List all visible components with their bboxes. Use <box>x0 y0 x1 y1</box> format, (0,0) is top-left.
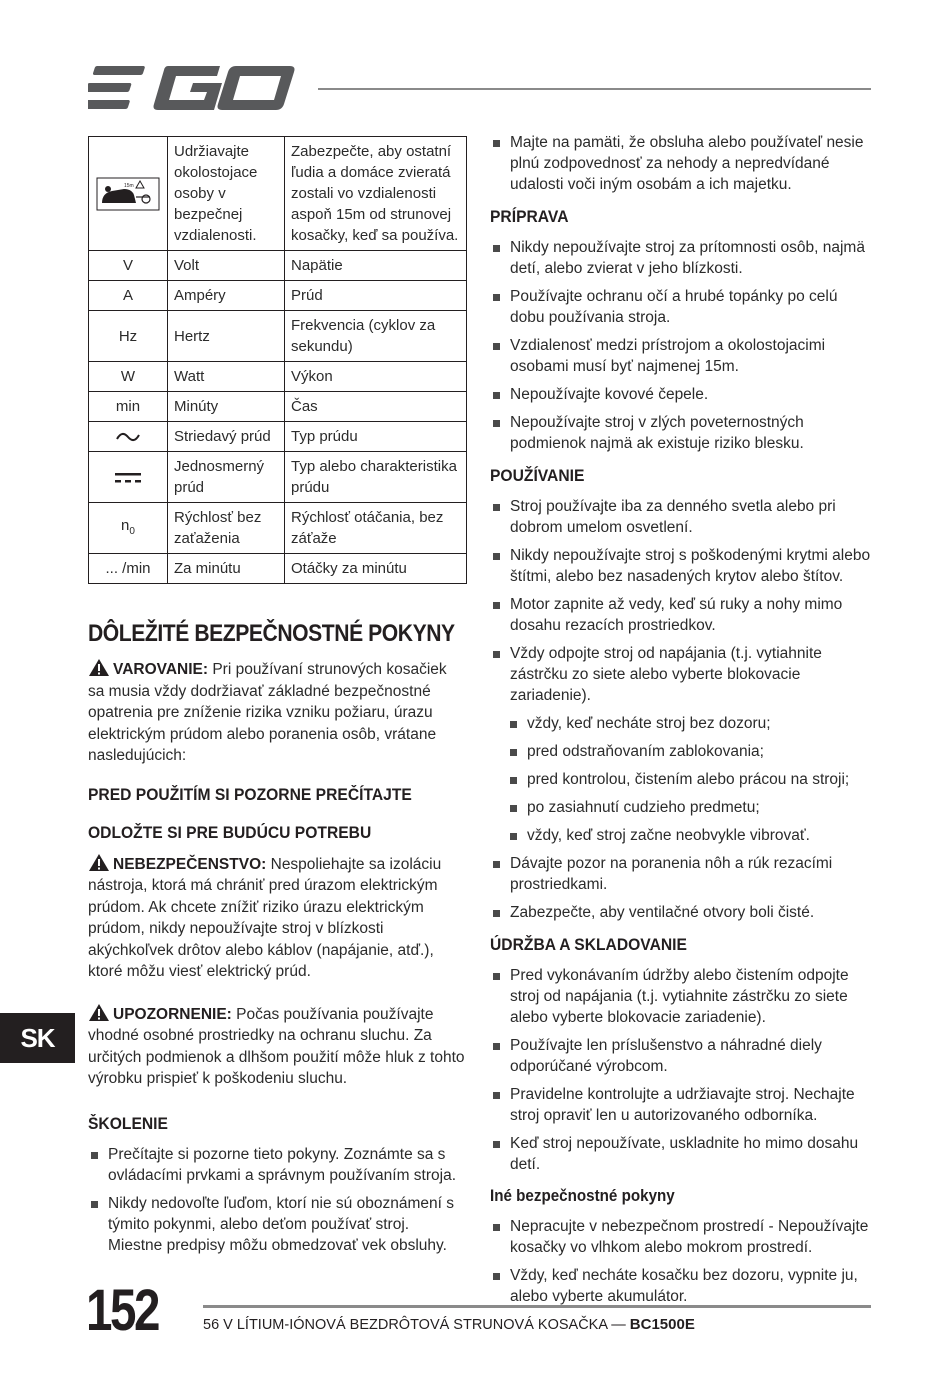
meaning-cell: Rýchlosť otáčania, bez záťaže <box>285 503 467 554</box>
use-heading: POUŽÍVANIE <box>490 466 585 485</box>
table-row <box>89 422 467 452</box>
training-heading: ŠKOLENIE <box>88 1113 168 1133</box>
bystander-distance-icon <box>96 177 160 211</box>
term-cell: Rýchlosť bez zaťaženia <box>168 503 285 554</box>
prep-heading: PRÍPRAVA <box>490 207 569 226</box>
symbol-cell: ... /min <box>89 554 168 584</box>
term-cell: Hertz <box>168 311 285 362</box>
model-number: BC1500E <box>629 1316 695 1333</box>
warning-triangle-icon <box>88 853 110 872</box>
term-cell: Za minútu <box>168 554 285 584</box>
caution-text: Počas používania používajte vhodné osobné prostriedky na ochranu sluchu. Za určitých podmienok a dlhšom použití môže hluk z tohto výrobku prispieť k poškodeniu sluchu. <box>88 1005 465 1087</box>
list-item: Pred vykonávaním údržby alebo čistením odpojte stroj od napájania (t.j. vytiahnite zástrčku zo siete alebo vyberte blokovacie zariadenie). <box>490 965 875 1028</box>
list-item: Prečítajte si pozorne tieto pokyny. Zoznámte sa s ovládacími prvkami a správnym používaním stroja. <box>88 1144 466 1186</box>
meaning-cell: Otáčky za minútu <box>285 554 467 584</box>
symbol-cell <box>89 137 168 251</box>
section-title: DÔLEŽITÉ BEZPEČNOSTNÉ POKYNY <box>88 620 455 647</box>
danger-text: Nespoliehajte sa izoláciu nástroja, ktorá má chrániť pred úrazom elektrickým prúdom. Ak chcete znížiť riziko úrazu elektrickým prúdom, nikdy nepoužívajte stroj v blízkosti akýchkoľvek drôtov alebo káblov (napájanie, atď.), ktoré môžu viesť elektrický prúd. <box>88 855 442 980</box>
symbol-main: n <box>121 516 130 534</box>
meaning-cell: Čas <box>285 392 467 422</box>
alternating-current-icon <box>115 430 141 444</box>
meaning-cell: Typ prúdu <box>285 422 467 452</box>
term-cell: Udržiavajte okolostojace osoby v bezpečnej vzdialenosti. <box>168 137 285 251</box>
symbol-cell: W <box>89 362 168 392</box>
ego-logo <box>88 64 298 112</box>
table-row <box>89 311 467 362</box>
meaning-cell: Prúd <box>285 281 467 311</box>
term-cell: Minúty <box>168 392 285 422</box>
use-list-after <box>490 853 875 923</box>
footer-rule <box>203 1305 871 1308</box>
caution-paragraph <box>88 1003 466 1090</box>
page-number: 152 <box>86 1278 158 1343</box>
svg-text:15m: 15m <box>124 182 134 189</box>
meaning-cell: Napätie <box>285 251 467 281</box>
list-item: Pravidelne kontrolujte a udržiavajte stroj. Nechajte stroj opraviť len u autorizovaného odborníka. <box>490 1084 875 1126</box>
other-heading: Iné bezpečnostné pokyny <box>490 1187 675 1205</box>
list-item: Motor zapnite až vedy, keď sú ruky a nohy mimo dosahu rezacích prostriedkov. <box>490 594 875 636</box>
footer-title <box>203 1316 695 1333</box>
direct-current-icon <box>114 471 142 485</box>
list-item: vždy, keď stroj začne neobvykle vibrovať. <box>490 825 875 846</box>
list-item: po zasiahnutí cudzieho predmetu; <box>490 797 875 818</box>
list-item: Nepracujte v nebezpečnom prostredí - Nepoužívajte kosačky vo vlhkom alebo mokrom prostredí. <box>490 1216 875 1258</box>
list-item: Nikdy nedovoľte ľuďom, ktorí nie sú oboznámení s týmito pokynmi, alebo deťom používať stroj. Miestne predpisy môžu obmedzovať vek obsluhy. <box>88 1193 466 1256</box>
footer-separator: — <box>607 1317 630 1333</box>
maintenance-list <box>490 965 875 1175</box>
table-row <box>89 392 467 422</box>
list-item: pred odstraňovaním zablokovania; <box>490 741 875 762</box>
warning-triangle-icon <box>88 1003 110 1022</box>
list-item: Vzdialenosť medzi prístrojom a okolostojacimi osobami musí byť najmenej 15m. <box>490 335 875 377</box>
danger-paragraph <box>88 853 466 983</box>
keep-heading: ODLOŽTE SI PRE BUDÚCU POTREBU <box>88 822 372 842</box>
header-rule <box>318 88 871 90</box>
symbol-cell <box>89 422 168 452</box>
use-sublist <box>490 713 875 846</box>
maintenance-heading: ÚDRŽBA A SKLADOVANIE <box>490 935 687 954</box>
warning-paragraph <box>88 658 466 767</box>
list-item: Nikdy nepoužívajte stroj za prítomnosti osôb, najmä detí, alebo zvierat v jeho blízkosti. <box>490 237 875 279</box>
list-item: Používajte len príslušenstvo a náhradné diely odporúčané výrobcom. <box>490 1035 875 1077</box>
symbol-cell <box>89 452 168 503</box>
training-list <box>88 1144 466 1256</box>
language-tab: SK <box>0 1013 75 1063</box>
intro-list <box>490 132 875 195</box>
prep-list <box>490 237 875 454</box>
list-item: Stroj používajte iba za denného svetla alebo pri dobrom umelom osvetlení. <box>490 496 875 538</box>
symbol-subscript: 0 <box>129 525 135 537</box>
list-item: Nepoužívajte stroj v zlých poveternostných podmienok najmä ak existuje riziko blesku. <box>490 412 875 454</box>
symbol-cell: min <box>89 392 168 422</box>
term-cell: Ampéry <box>168 281 285 311</box>
warning-label: VAROVANIE: <box>113 661 209 678</box>
danger-label: NEBEZPEČENSTVO: <box>113 855 267 873</box>
symbol-table <box>88 136 467 584</box>
list-item: Vždy, keď necháte kosačku bez dozoru, vypnite ju, alebo vyberte akumulátor. <box>490 1265 875 1307</box>
list-item: Zabezpečte, aby ventilačné otvory boli čisté. <box>490 902 875 923</box>
read-heading: PRED POUŽITÍM SI POZORNE PREČÍTAJTE <box>88 784 412 804</box>
list-item: Nepoužívajte kovové čepele. <box>490 384 875 405</box>
use-list <box>490 496 875 706</box>
warning-text: Pri používaní strunových kosačiek sa musia vždy dodržiavať základné bezpečnostné opatrenia pre zníženie rizika vzniku požiaru, úrazu elektrickým prúdom alebo poranenia osôb, vrátane nasledujúcich: <box>88 661 447 764</box>
table-row <box>89 554 467 584</box>
list-item: pred kontrolou, čistením alebo prácou na stroji; <box>490 769 875 790</box>
caution-label: UPOZORNENIE: <box>113 1005 232 1023</box>
list-item: Vždy odpojte stroj od napájania (t.j. vytiahnite zástrčku zo siete alebo vyberte blokovacie zariadenie). <box>490 643 875 706</box>
table-row <box>89 452 467 503</box>
meaning-cell: Typ alebo charakteristika prúdu <box>285 452 467 503</box>
right-column <box>490 132 875 1314</box>
list-item: vždy, keď necháte stroj bez dozoru; <box>490 713 875 734</box>
table-row <box>89 503 467 554</box>
left-column <box>88 136 466 1263</box>
term-cell: Jednosmerný prúd <box>168 452 285 503</box>
warning-triangle-icon <box>88 658 110 677</box>
list-item: Používajte ochranu očí a hrubé topánky po celú dobu používania stroja. <box>490 286 875 328</box>
table-row <box>89 281 467 311</box>
symbol-cell <box>89 503 168 554</box>
symbol-cell: Hz <box>89 311 168 362</box>
table-row <box>89 362 467 392</box>
term-cell: Watt <box>168 362 285 392</box>
other-list <box>490 1216 875 1307</box>
term-cell: Striedavý prúd <box>168 422 285 452</box>
table-row <box>89 137 467 251</box>
term-cell: Volt <box>168 251 285 281</box>
meaning-cell: Zabezpečte, aby ostatní ľudia a domáce zvieratá zostali vo vzdialenosti aspoň 15m od strunovej kosačky, keď sa používa. <box>285 137 467 251</box>
list-item: Dávajte pozor na poranenia nôh a rúk rezacími prostriedkami. <box>490 853 875 895</box>
symbol-cell: V <box>89 251 168 281</box>
list-item: Keď stroj nepoužívate, uskladnite ho mimo dosahu detí. <box>490 1133 875 1175</box>
meaning-cell: Výkon <box>285 362 467 392</box>
list-item: Nikdy nepoužívajte stroj s poškodenými krytmi alebo štítmi, alebo bez nasadených krytov alebo štítov. <box>490 545 875 587</box>
product-name: 56 V LÍTIUM-IÓNOVÁ BEZDRÔTOVÁ STRUNOVÁ KOSAČKA <box>203 1317 608 1333</box>
symbol-cell: A <box>89 281 168 311</box>
list-item: Majte na pamäti, že obsluha alebo používateľ nesie plnú zodpovednosť za nehody a nepredvídané udalosti voči iným osobám a ich majetku. <box>490 132 875 195</box>
meaning-cell: Frekvencia (cyklov za sekundu) <box>285 311 467 362</box>
table-row <box>89 251 467 281</box>
